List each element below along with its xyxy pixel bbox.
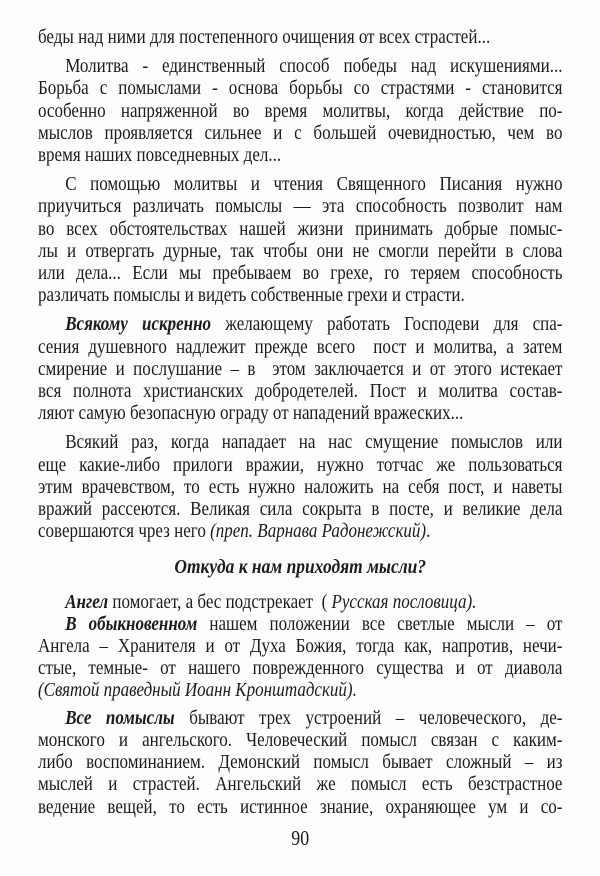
text-line [38, 476, 562, 498]
paragraph-3 [38, 173, 562, 306]
text-segment: В обыкновенном [65, 612, 198, 635]
text-segment: Ангел [65, 590, 109, 613]
text-segment: еще какие-либо прилоги вражии, нужно тотчас же пользоваться [38, 453, 563, 476]
text-line [38, 729, 562, 751]
text-segment: Все помыслы [65, 706, 175, 729]
paragraph-6 [38, 591, 562, 613]
text-line [38, 380, 562, 402]
text-segment: или дела... Если мы пребываем во грехе, го теряем способность [38, 262, 563, 285]
text-segment: приучиться различать помыслы — эта способность позволит нам [38, 195, 563, 218]
text-segment: мыслов проявляется сильнее и с большей очевидностью, чем во [38, 121, 563, 144]
text-line [38, 77, 562, 99]
text-line [38, 55, 562, 77]
text-segment: бывают трех устроений – человеческого, де- [174, 706, 563, 729]
text-segment: время наших повседневных дел... [38, 144, 282, 167]
text-line [38, 454, 562, 476]
text-segment: Борьба с помыслами - основа борьбы со страстями - становится [38, 77, 563, 100]
text-segment: С помощью молитвы и чтения Священного Писания нужно [65, 173, 563, 196]
text-segment: совершаются чрез него [38, 520, 211, 543]
text-segment: ведение вещей, то есть истинное знание, охраняющее ум и со- [38, 795, 563, 818]
text-line [38, 613, 562, 635]
text-line [38, 520, 562, 542]
text-line [38, 679, 562, 701]
text-line [38, 144, 562, 166]
text-content [38, 26, 562, 818]
text-line [38, 657, 562, 679]
text-line [38, 358, 562, 380]
text-line [38, 773, 562, 795]
text-segment: помогает, а бес подстрекает ( [108, 590, 332, 613]
text-line [38, 431, 562, 453]
text-segment: особенно напряженной во время молитвы, когда действие по- [38, 99, 563, 122]
section-heading-text [38, 556, 562, 578]
text-segment: Всякий раз, когда нападает на нас смущение помыслов или [65, 431, 563, 454]
text-segment: различать помыслы и видеть собственные грехи и страсти. [38, 284, 465, 307]
text-segment: смирение и послушание – в этом заключается и от этого истекает [38, 357, 563, 380]
text-segment: лы и отвергать дурные, так чтобы они не смогли перейти в слова [38, 239, 563, 262]
text-segment: беды над ними для постепенного очищения от всех страстей... [38, 26, 491, 48]
text-line [38, 100, 562, 122]
text-segment: этим врачевством, то есть нужно наложить на себя пост, и наветы [38, 475, 563, 498]
text-line [38, 313, 562, 335]
text-line [38, 173, 562, 195]
text-line [38, 262, 562, 284]
text-segment: во всех обстоятельствах нашей жизни принимать добрые помыс- [38, 217, 563, 240]
text-segment: монского и ангельского. Человеческий помысл связан с каким- [38, 728, 563, 751]
text-segment: вражий рассеются. Великая сила сокрыта в посте, и великие дела [38, 498, 563, 521]
text-segment: ляют самую безопасную ограду от нападений вражеских... [38, 402, 464, 425]
text-line [38, 218, 562, 240]
text-line [38, 336, 562, 358]
text-segment: сения душевного надлежит прежде всего пост и молитва, а затем [38, 335, 563, 358]
page-number: 90 [291, 825, 310, 850]
text-segment: Ангела – Хранителя и от Духа Божия, тогда как, напротив, нечи- [38, 635, 563, 658]
paragraph-8 [38, 707, 562, 818]
text-segment: Молитва - единственный способ победы над искушениями... [65, 55, 563, 78]
text-line [38, 591, 562, 613]
section-heading [38, 556, 562, 578]
text-segment: нашем положении все светлые мысли – от [197, 612, 563, 635]
text-line [38, 796, 562, 818]
text-line [38, 498, 562, 520]
text-column [38, 26, 562, 850]
text-line [38, 26, 562, 48]
text-line [38, 240, 562, 262]
paragraph-2 [38, 55, 562, 166]
text-line [38, 195, 562, 217]
text-segment: мыслей и страстей. Ангельский же помысл есть безстрастное [38, 773, 563, 796]
paragraph-7 [38, 613, 562, 702]
text-segment: Русская пословица). [331, 590, 477, 613]
text-line [38, 284, 562, 306]
text-line [38, 635, 562, 657]
text-segment: желающему работать Господеви для спа- [211, 313, 563, 336]
paragraph-1 [38, 26, 562, 48]
text-line [38, 751, 562, 773]
text-segment: либо воспоминанием. Демонский помысл бывает сложный – из [38, 751, 563, 774]
text-segment: Откуда к нам приходят мысли? [174, 556, 427, 579]
text-line [38, 707, 562, 729]
text-segment: стые, темные- от нашего поврежденного существа и от диавола [38, 657, 563, 680]
text-line [38, 402, 562, 424]
paragraph-4 [38, 313, 562, 424]
text-segment: (преп. Варнава Радонежский) [210, 520, 427, 543]
text-line [38, 122, 562, 144]
text-segment: . [426, 520, 431, 543]
text-segment: Всякому искренно [65, 313, 212, 336]
text-segment: вся полнота христианских добродетелей. Пост и молитва состав- [38, 380, 563, 403]
text-segment: (Святой праведный Иоанн Кронштадский). [38, 679, 357, 702]
paragraph-5 [38, 431, 562, 542]
